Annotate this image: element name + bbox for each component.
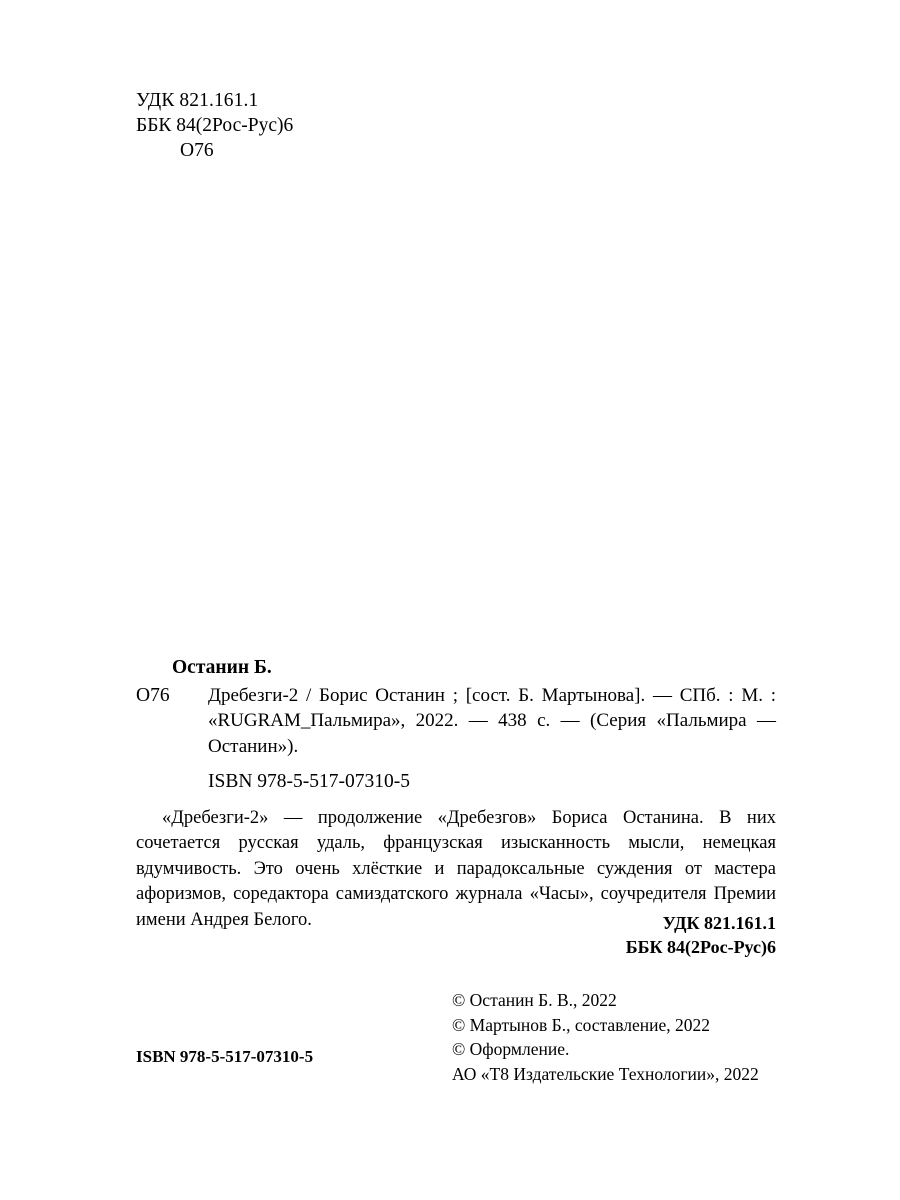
copyright-line: © Мартынов Б., составление, 2022 [452, 1014, 710, 1035]
record-description: Дребезги-2 / Борис Останин ; [сост. Б. Мартынова]. — СПб. : М. : «RUGRAM_Пальмира», 2022. — 438 с. — (Серия «Пальмира — Останин»). [208, 684, 776, 757]
bbk-code-top: ББК 84(2Рос-Рус)6 [136, 115, 294, 136]
isbn-record: ISBN 978-5-517-07310-5 [208, 771, 411, 792]
record-body [136, 683, 776, 760]
copyright-line: © Останин Б. В., 2022 [452, 990, 617, 1010]
record-author: Останин Б. [172, 657, 272, 678]
copyright-line: АО «Т8 Издательские Технологии», 2022 [452, 1063, 759, 1084]
classification-block-top [136, 88, 293, 163]
udk-code-top: УДК 821.161.1 [136, 90, 259, 111]
classification-block-repeat [136, 911, 776, 959]
isbn-bottom: ISBN 978-5-517-07310-5 [136, 1047, 314, 1066]
copyright-block [452, 988, 759, 1086]
copyright-line: © Оформление. [452, 1039, 570, 1059]
udk-code-repeat: УДК 821.161.1 [662, 913, 776, 933]
author-sign-top: О76 [180, 140, 214, 161]
record-sigla: О76 [136, 684, 170, 706]
bbk-code-repeat: ББК 84(2Рос-Рус)6 [625, 937, 776, 957]
bibliographic-record [136, 655, 776, 933]
annotation-text: «Дребезги-2» — продолжение «Дребезгов» Бориса Останина. В них сочетается русская удаль, французская изысканность мысли, немецкая вдумчивость. Это очень хлёсткие и парадоксальные суждения от мастера афоризмов, соредактора самиздатского журнала «Часы», соучредителя Премии имени Андрея Белого. [136, 807, 776, 930]
